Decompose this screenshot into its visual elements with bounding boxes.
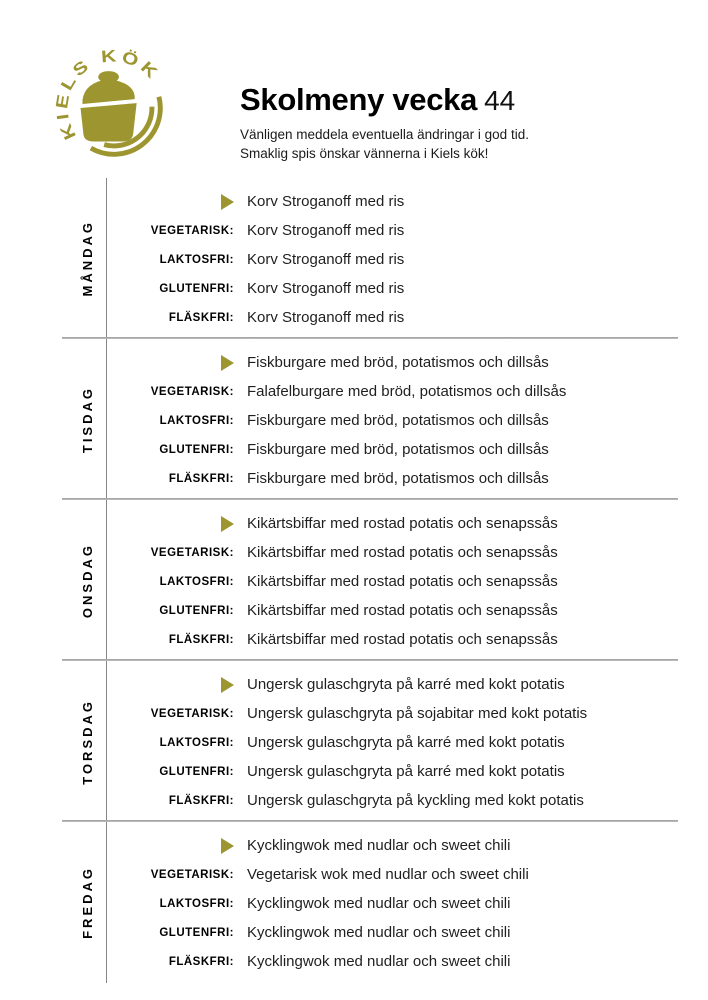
menu-row-glutenfri <box>107 918 708 947</box>
diet-label-glutenfri: GLUTENFRI: <box>159 443 234 456</box>
dish-flaskfri: Korv Stroganoff med ris <box>247 309 405 326</box>
pot-body <box>81 103 137 141</box>
day-label: MÅNDAG <box>80 220 95 297</box>
weekly-menu <box>0 178 708 983</box>
note-line-1: Vänligen meddela eventuella ändringar i god tid. <box>240 127 529 142</box>
menu-row-glutenfri <box>107 274 708 303</box>
day-section-tuesday <box>0 339 708 500</box>
diet-label-flaskfri: FLÄSKFRI: <box>168 633 234 646</box>
diet-label-glutenfri: GLUTENFRI: <box>159 926 234 939</box>
diet-label-vegetarisk: VEGETARISK: <box>150 868 234 881</box>
menu-row-glutenfri <box>107 435 708 464</box>
diet-label-laktosfri: LAKTOSFRI: <box>159 253 234 266</box>
dish-main: Fiskburgare med bröd, potatismos och dillsås <box>247 354 549 371</box>
arrow-right-icon <box>221 194 234 210</box>
menu-row-glutenfri <box>107 596 708 625</box>
kiels-kok-logo <box>50 44 178 172</box>
note-line-2: Smaklig spis önskar vännerna i Kiels kök! <box>240 146 489 161</box>
menu-row-main <box>107 348 708 377</box>
dish-laktosfri: Korv Stroganoff med ris <box>247 251 405 268</box>
menu-row-main <box>107 670 708 699</box>
diet-label-vegetarisk: VEGETARISK: <box>150 385 234 398</box>
pot-logo-icon <box>50 44 178 172</box>
diet-label-laktosfri: LAKTOSFRI: <box>159 414 234 427</box>
dish-main: Korv Stroganoff med ris <box>247 193 405 210</box>
day-section-friday <box>0 822 708 983</box>
dish-vegetarisk: Kikärtsbiffar med rostad potatis och senapssås <box>247 544 558 561</box>
diet-label-laktosfri: LAKTOSFRI: <box>159 897 234 910</box>
diet-label-flaskfri: FLÄSKFRI: <box>168 955 234 968</box>
diet-label-flaskfri: FLÄSKFRI: <box>168 472 234 485</box>
dish-vegetarisk: Ungersk gulaschgryta på sojabitar med kokt potatis <box>247 705 588 722</box>
day-label: ONSDAG <box>80 542 95 619</box>
day-rail <box>0 661 106 822</box>
dish-glutenfri: Korv Stroganoff med ris <box>247 280 405 297</box>
arrow-right-icon <box>221 677 234 693</box>
day-section-monday <box>0 178 708 339</box>
menu-row-vegetarisk <box>107 860 708 889</box>
dish-glutenfri: Kikärtsbiffar med rostad potatis och senapssås <box>247 602 558 619</box>
menu-row-flaskfri <box>107 786 708 815</box>
dish-glutenfri: Kycklingwok med nudlar och sweet chili <box>247 924 511 941</box>
diet-label-glutenfri: GLUTENFRI: <box>159 282 234 295</box>
menu-row-vegetarisk <box>107 216 708 245</box>
day-label: FREDAG <box>80 866 95 939</box>
dish-vegetarisk: Falafelburgare med bröd, potatismos och dillsås <box>247 383 567 400</box>
menu-row-flaskfri <box>107 947 708 976</box>
arrow-right-icon <box>221 355 234 371</box>
dish-flaskfri: Kycklingwok med nudlar och sweet chili <box>247 953 511 970</box>
menu-row-vegetarisk <box>107 538 708 567</box>
diet-label-flaskfri: FLÄSKFRI: <box>168 311 234 324</box>
dish-glutenfri: Fiskburgare med bröd, potatismos och dillsås <box>247 441 549 458</box>
day-content <box>106 178 708 339</box>
diet-label-glutenfri: GLUTENFRI: <box>159 765 234 778</box>
dish-main: Ungersk gulaschgryta på karré med kokt potatis <box>247 676 565 693</box>
dish-main: Kycklingwok med nudlar och sweet chili <box>247 837 511 854</box>
day-content <box>106 500 708 661</box>
logo-curved-text: KIELS KÖK <box>52 46 161 143</box>
menu-row-flaskfri <box>107 625 708 654</box>
menu-row-laktosfri <box>107 245 708 274</box>
dish-flaskfri: Ungersk gulaschgryta på kyckling med kokt potatis <box>247 792 584 809</box>
dish-laktosfri: Fiskburgare med bröd, potatismos och dillsås <box>247 412 549 429</box>
day-label: TISDAG <box>80 385 95 454</box>
menu-row-flaskfri <box>107 464 708 493</box>
diet-label-laktosfri: LAKTOSFRI: <box>159 736 234 749</box>
dish-laktosfri: Kikärtsbiffar med rostad potatis och senapssås <box>247 573 558 590</box>
day-label: TORSDAG <box>80 698 95 785</box>
day-rail <box>0 500 106 661</box>
week-number: 44 <box>484 85 516 116</box>
day-rail <box>0 339 106 500</box>
page-title: Skolmeny vecka <box>240 82 478 117</box>
diet-label-laktosfri: LAKTOSFRI: <box>159 575 234 588</box>
menu-row-main <box>107 187 708 216</box>
diet-label-vegetarisk: VEGETARISK: <box>150 546 234 559</box>
dish-laktosfri: Ungersk gulaschgryta på karré med kokt potatis <box>247 734 565 751</box>
day-content <box>106 339 708 500</box>
pot-lid <box>82 79 134 104</box>
dish-vegetarisk: Korv Stroganoff med ris <box>247 222 405 239</box>
menu-row-vegetarisk <box>107 377 708 406</box>
menu-row-laktosfri <box>107 567 708 596</box>
diet-label-flaskfri: FLÄSKFRI: <box>168 794 234 807</box>
day-rail <box>0 822 106 983</box>
diet-label-vegetarisk: VEGETARISK: <box>150 707 234 720</box>
dish-main: Kikärtsbiffar med rostad potatis och senapssås <box>247 515 558 532</box>
dish-flaskfri: Kikärtsbiffar med rostad potatis och senapssås <box>247 631 558 648</box>
dish-glutenfri: Ungersk gulaschgryta på karré med kokt potatis <box>247 763 565 780</box>
day-rail <box>0 178 106 339</box>
day-content <box>106 661 708 822</box>
arrow-right-icon <box>221 838 234 854</box>
header <box>240 82 529 163</box>
arrow-right-icon <box>221 516 234 532</box>
diet-label-glutenfri: GLUTENFRI: <box>159 604 234 617</box>
menu-row-main <box>107 509 708 538</box>
menu-row-main <box>107 831 708 860</box>
diet-label-vegetarisk: VEGETARISK: <box>150 224 234 237</box>
menu-row-glutenfri <box>107 757 708 786</box>
menu-row-laktosfri <box>107 889 708 918</box>
day-section-thursday <box>0 661 708 822</box>
dish-vegetarisk: Vegetarisk wok med nudlar och sweet chili <box>247 866 529 883</box>
dish-flaskfri: Fiskburgare med bröd, potatismos och dillsås <box>247 470 549 487</box>
dish-laktosfri: Kycklingwok med nudlar och sweet chili <box>247 895 511 912</box>
menu-row-flaskfri <box>107 303 708 332</box>
menu-row-vegetarisk <box>107 699 708 728</box>
day-section-wednesday <box>0 500 708 661</box>
menu-row-laktosfri <box>107 406 708 435</box>
day-content <box>106 822 708 983</box>
menu-row-laktosfri <box>107 728 708 757</box>
